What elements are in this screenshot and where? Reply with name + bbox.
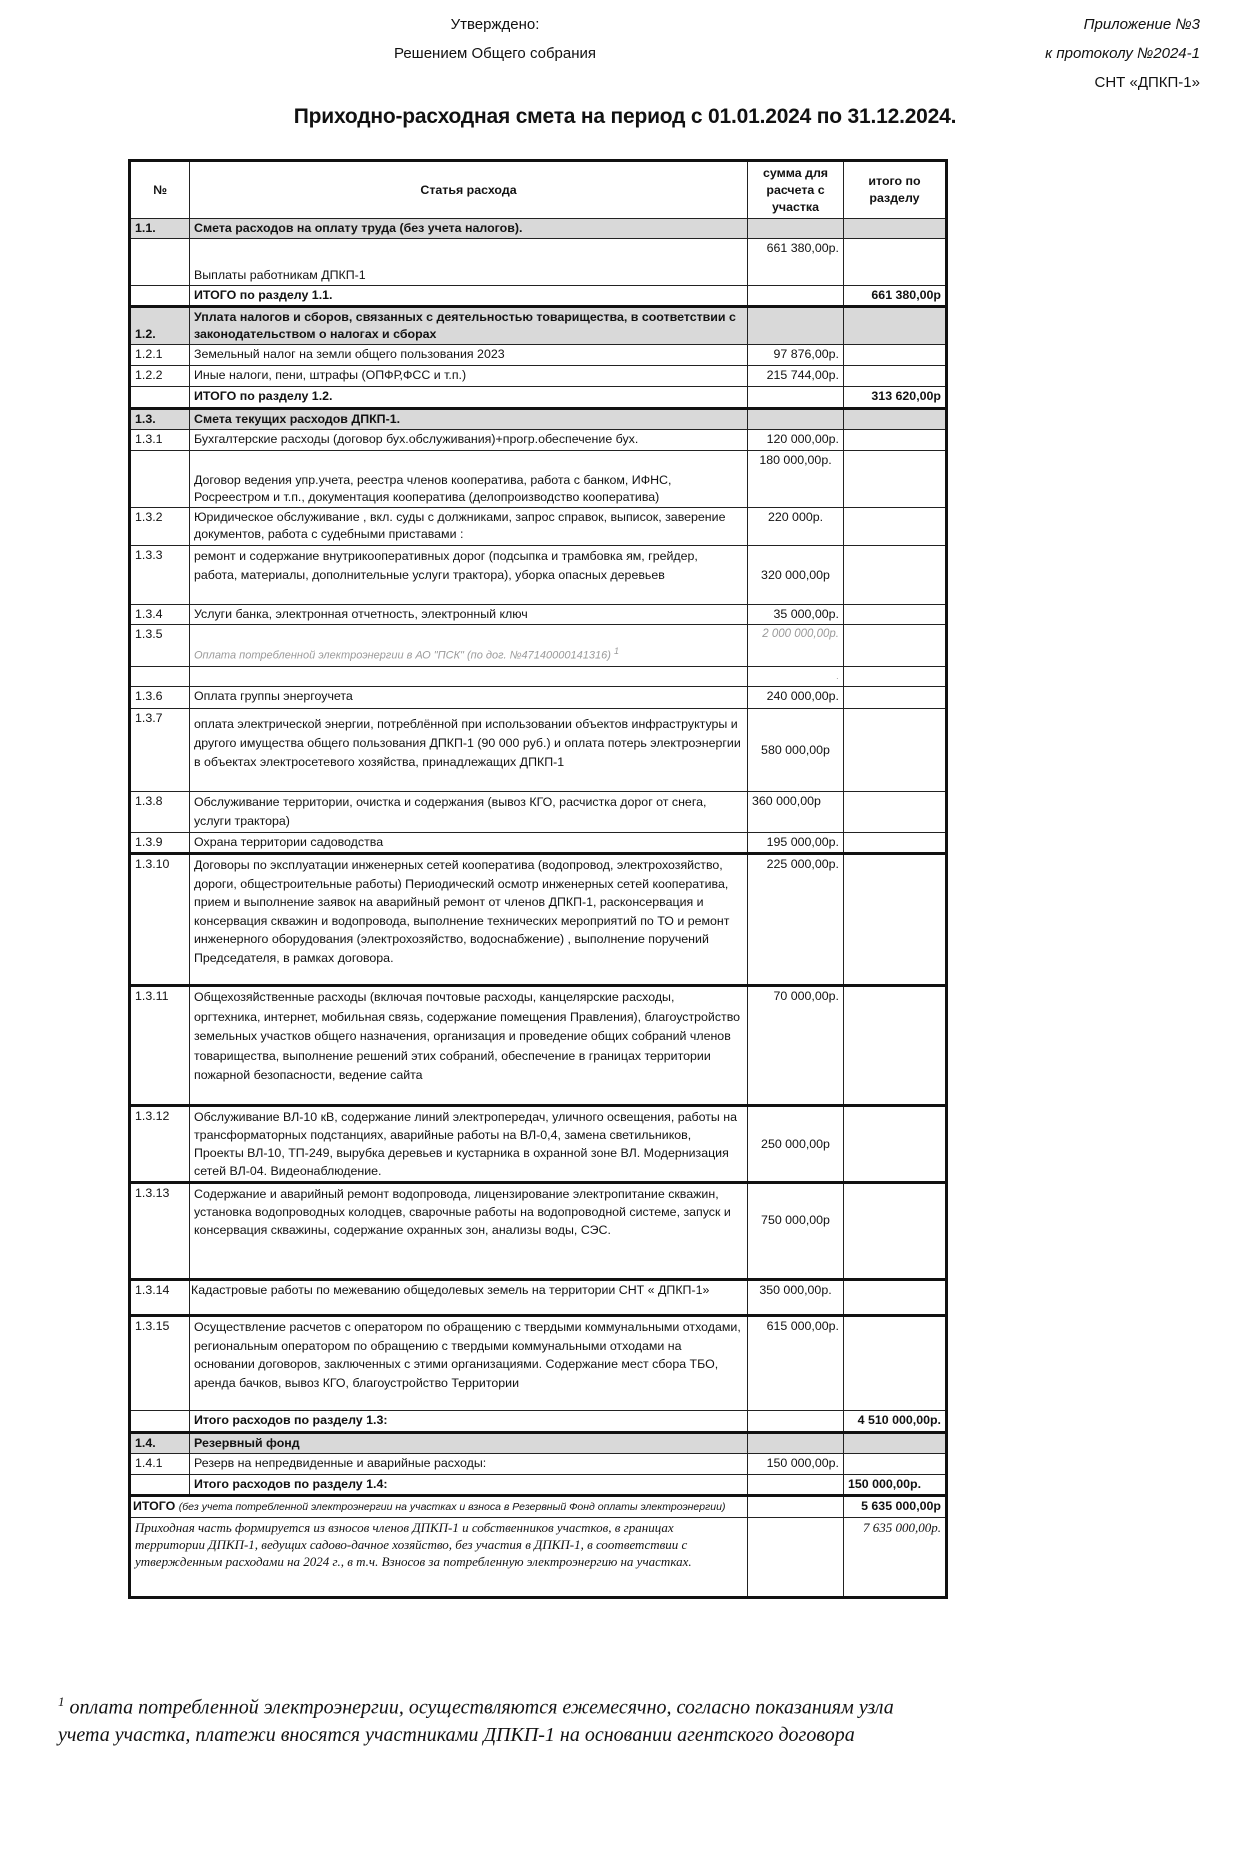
- row-sum: [748, 1411, 844, 1433]
- grand-total-note: (без учета потребленной электроэнергии на участках и взноса в Резервный Фонд оплаты электроэнергии): [178, 1501, 726, 1513]
- row-sum: 97 876,00р.: [748, 345, 844, 366]
- empty-cell: [844, 409, 947, 430]
- organization-name: СНТ «ДПКП-1»: [1094, 74, 1200, 91]
- row-sum: 220 000р.: [748, 508, 844, 546]
- row-item: Общехозяйственные расходы (включая почтовые расходы, канцелярские расходы, оргтехника, интернет, мобильная связь, содержание помещения Правления), благоустройство земельных участков общего назначения, организация и проведение общих собраний членов товарищества, выполнение решений этих собраний, обеспечение в границах территории пожарной безопасности, ведение сайта: [190, 986, 748, 1106]
- subtotal-value: 313 620,00р: [844, 387, 947, 409]
- row-number: 1.3.6: [130, 687, 190, 709]
- row-sum: 225 000,00р.: [748, 854, 844, 986]
- row-item: ремонт и содержание внутрикооперативных дорог (подсыпка и трамбовка ям, грейдер, работа, материалы, дополнительные услуги трактора), уборка опасных деревьев: [190, 546, 748, 605]
- section-title: Резервный фонд: [190, 1433, 748, 1454]
- row-item: Кадастровые работы по межеванию общедолевых земель на территории СНТ « ДПКП-1»: [190, 1280, 748, 1316]
- subtotal-label: ИТОГО по разделу 1.1.: [190, 286, 748, 307]
- table-row: [130, 1106, 947, 1183]
- row-number: 1.3.14: [130, 1280, 190, 1316]
- row-sum: [748, 387, 844, 409]
- table-row: [130, 854, 947, 986]
- row-number: [130, 239, 190, 286]
- row-total: [844, 366, 947, 387]
- row-number: 1.3.12: [130, 1106, 190, 1183]
- grand-total-label: ИТОГО: [133, 1499, 176, 1513]
- row-sum: 750 000,00р: [748, 1183, 844, 1280]
- row-sum: 350 000,00р.: [748, 1280, 844, 1316]
- row-total: [844, 687, 947, 709]
- table-row: [130, 709, 947, 792]
- row-number: 1.2.1: [130, 345, 190, 366]
- row-sum: 580 000,00р: [748, 709, 844, 792]
- row-item: Юридическое обслуживание , вкл. суды с должниками, запрос справок, выписок, заверение документов, работа с судебными приставами :: [190, 508, 748, 546]
- row-item: Договор ведения упр.учета, реестра членов кооператива, работа с банком, ИФНС, Росреестром и т.п., документация кооператива (делопроизводство кооператива): [190, 451, 748, 508]
- row-sum: 360 000,00р: [748, 792, 844, 833]
- empty-cell: [844, 219, 947, 239]
- row-sum: 180 000,00р.: [748, 451, 844, 508]
- section-number: 1.4.: [130, 1433, 190, 1454]
- row-sum: 70 000,00р.: [748, 986, 844, 1106]
- row-total: [844, 1280, 947, 1316]
- row-item: [190, 625, 748, 667]
- subtotal-value: 4 510 000,00р.: [844, 1411, 947, 1433]
- row-sum: 661 380,00р.: [748, 239, 844, 286]
- row-sum: 215 744,00р.: [748, 366, 844, 387]
- row-total: [844, 546, 947, 605]
- protocol-number: к протоколу №2024-1: [1045, 45, 1200, 62]
- table-row: [130, 687, 947, 709]
- row-sum: 120 000,00р.: [748, 430, 844, 451]
- grand-total-value: 5 635 000,00р: [844, 1496, 947, 1518]
- row-total: [844, 986, 947, 1106]
- row-sum: .: [748, 667, 844, 687]
- subtotal-label: Итого расходов по разделу 1.3:: [190, 1411, 748, 1433]
- table-header-row: [130, 161, 947, 219]
- income-description: Приходная часть формируется из взносов членов ДПКП-1 и собственников участков, в границах территории ДПКП-1, ведущих садово-дачное хозяйство, без участия в ДПКП-1, в соответствии с утвержденным расходами на 2024 г., в т.ч. Взносов за потребленную электроэнергию на участках.: [130, 1518, 748, 1598]
- table-row: [130, 508, 947, 546]
- row-number: 1.3.7: [130, 709, 190, 792]
- row-total: [844, 667, 947, 687]
- section-row: [130, 1433, 947, 1454]
- column-header-num: №: [130, 161, 190, 219]
- table-row: [130, 430, 947, 451]
- row-item: Обслуживание ВЛ-10 кВ, содержание линий электропередач, уличного освещения, работы на трансформаторных подстанциях, аварийные работы на ВЛ-0,4, замена светильников, Проекты ВЛ-10, ТП-249, вырубка деревьев и кустарника в охранной зоне ВЛ. Модернизация сетей ВЛ-04. Видеонаблюдение.: [190, 1106, 748, 1183]
- row-number: 1.3.15: [130, 1316, 190, 1411]
- table-row: [130, 451, 947, 508]
- row-item-text: Оплата потребленной электроэнергии в АО "ПСК" (по дог. №47140000141316): [194, 650, 611, 662]
- empty-cell: [748, 409, 844, 430]
- section-row: [130, 409, 947, 430]
- row-number: 1.3.9: [130, 833, 190, 854]
- row-number: 1.3.5: [130, 625, 190, 667]
- table-row: [130, 625, 947, 667]
- row-number: [130, 667, 190, 687]
- row-item: Земельный налог на земли общего пользования 2023: [190, 345, 748, 366]
- table-row: [130, 345, 947, 366]
- subtotal-row: [130, 387, 947, 409]
- table-row: [130, 366, 947, 387]
- row-total: [844, 1106, 947, 1183]
- row-number: 1.3.13: [130, 1183, 190, 1280]
- empty-cell: [844, 307, 947, 345]
- row-total: [844, 854, 947, 986]
- row-total: [844, 239, 947, 286]
- row-number: [130, 1411, 190, 1433]
- row-number: 1.3.10: [130, 854, 190, 986]
- table-row: [130, 833, 947, 854]
- document-title: Приходно-расходная смета на период с 01.01.2024 по 31.12.2024.: [293, 105, 957, 128]
- row-item: Резерв на непредвиденные и аварийные расходы:: [190, 1454, 748, 1475]
- subtotal-label: Итого расходов по разделу 1.4:: [190, 1475, 748, 1496]
- row-number: [130, 451, 190, 508]
- section-title: Смета расходов на оплату труда (без учета налогов).: [190, 219, 748, 239]
- row-sum: [748, 1518, 844, 1598]
- income-total: 7 635 000,00р.: [844, 1518, 947, 1598]
- row-sum: 320 000,00р: [748, 546, 844, 605]
- row-sum: 150 000,00р.: [748, 1454, 844, 1475]
- budget-table: [128, 159, 948, 1599]
- row-item: Бухгалтерские расходы (договор бух.обслуживания)+прогр.обеспечение бух.: [190, 430, 748, 451]
- row-number: 1.2.2: [130, 366, 190, 387]
- empty-cell: [748, 219, 844, 239]
- table-row: [130, 1183, 947, 1280]
- row-total: [844, 1183, 947, 1280]
- row-sum: 250 000,00р: [748, 1106, 844, 1183]
- subtotal-value: 150 000,00р.: [844, 1475, 947, 1496]
- row-item: Обслуживание территории, очистка и содержания (вывоз КГО, расчистка дорог от снега, услуги трактора): [190, 792, 748, 833]
- row-total: [844, 430, 947, 451]
- row-item: Содержание и аварийный ремонт водопровода, лицензирование электропитание скважин, установка водопроводных колодцев, сварочные работы на водопроводной системе, запуск и консервация скважины, содержание охранных зон, анализы воды, СЭС.: [190, 1183, 748, 1280]
- table-row: [130, 1454, 947, 1475]
- table-row: [130, 1316, 947, 1411]
- row-number: [130, 286, 190, 307]
- row-number: [130, 387, 190, 409]
- section-row: [130, 219, 947, 239]
- row-item: Услуги банка, электронная отчетность, электронный ключ: [190, 605, 748, 625]
- row-number: [130, 1475, 190, 1496]
- income-row: [130, 1518, 947, 1598]
- row-sum: 2 000 000,00р.: [748, 625, 844, 667]
- row-sum: 240 000,00р.: [748, 687, 844, 709]
- row-number: 1.3.1: [130, 430, 190, 451]
- table-row: [130, 1280, 947, 1316]
- section-title: Уплата налогов и сборов, связанных с деятельностью товарищества, в соответствии с законодательством о налогах и сборах: [190, 307, 748, 345]
- row-item: Осуществление расчетов с оператором по обращению с твердыми коммунальными отходами, региональным оператором по обращению с твердыми коммунальными отходами на основании договоров, заключенных с этими организациями. Содержание мест сбора ТБО, аренда бачков, вывоз КГО, благоустройство Территории: [190, 1316, 748, 1411]
- footnote: [58, 1688, 938, 1749]
- empty-cell: [748, 307, 844, 345]
- footnote-reference: 1: [613, 646, 619, 657]
- table-row: [130, 239, 947, 286]
- grand-total-row: [130, 1496, 947, 1518]
- table-row: [130, 792, 947, 833]
- row-number: 1.3.2: [130, 508, 190, 546]
- row-sum: 35 000,00р.: [748, 605, 844, 625]
- table-row: [130, 986, 947, 1106]
- row-number: 1.3.11: [130, 986, 190, 1106]
- row-item: Иные налоги, пени, штрафы (ОПФР,ФСС и т.п.): [190, 366, 748, 387]
- row-total: [844, 508, 947, 546]
- footnote-text: оплата потребленной электроэнергии, осуществляются ежемесячно, согласно показаниям узла учета участка, платежи вносятся участниками ДПКП-1 на основании агентского договора: [58, 1696, 894, 1746]
- row-total: [844, 833, 947, 854]
- annex-number: Приложение №3: [1083, 16, 1200, 33]
- subtotal-row: [130, 286, 947, 307]
- section-row: [130, 307, 947, 345]
- row-item: оплата электрической энергии, потреблённой при использовании объектов инфраструктуры и другого имущества общего пользования ДПКП-1 (90 000 руб.) и оплата потерь электроэнергии в объектах электросетевого хозяйства, принадлежащих ДПКП-1: [190, 709, 748, 792]
- row-number: 1.3.4: [130, 605, 190, 625]
- row-total: [844, 625, 947, 667]
- row-total: [844, 605, 947, 625]
- section-title: Смета текущих расходов ДПКП-1.: [190, 409, 748, 430]
- grand-total-label-cell: [130, 1496, 748, 1518]
- empty-cell: [748, 1433, 844, 1454]
- footnote-mark: 1: [58, 1694, 65, 1709]
- table-row: [130, 667, 947, 687]
- approved-label: Утверждено:: [450, 16, 540, 33]
- column-header-total: итого по разделу: [844, 161, 947, 219]
- table-row: [130, 605, 947, 625]
- row-item: Выплаты работникам ДПКП-1: [190, 239, 748, 286]
- row-number: 1.3.8: [130, 792, 190, 833]
- row-total: [844, 792, 947, 833]
- approved-by: Решением Общего собрания: [393, 45, 597, 62]
- section-number: 1.2.: [130, 307, 190, 345]
- column-header-sum: сумма для расчета с участка: [748, 161, 844, 219]
- row-sum: 195 000,00р.: [748, 833, 844, 854]
- row-sum: [748, 1475, 844, 1496]
- row-number: 1.4.1: [130, 1454, 190, 1475]
- subtotal-value: 661 380,00р: [844, 286, 947, 307]
- section-number: 1.3.: [130, 409, 190, 430]
- row-total: [844, 1454, 947, 1475]
- subtotal-row: [130, 1475, 947, 1496]
- empty-cell: [844, 1433, 947, 1454]
- section-number: 1.1.: [130, 219, 190, 239]
- row-item: Оплата группы энергоучета: [190, 687, 748, 709]
- row-item: [190, 667, 748, 687]
- row-total: [844, 709, 947, 792]
- row-sum: [748, 286, 844, 307]
- subtotal-label: ИТОГО по разделу 1.2.: [190, 387, 748, 409]
- row-total: [844, 451, 947, 508]
- row-sum: 615 000,00р.: [748, 1316, 844, 1411]
- column-header-item: Статья расхода: [190, 161, 748, 219]
- row-item: Охрана территории садоводства: [190, 833, 748, 854]
- table-row: [130, 546, 947, 605]
- row-sum: [748, 1496, 844, 1518]
- row-number: 1.3.3: [130, 546, 190, 605]
- subtotal-row: [130, 1411, 947, 1433]
- row-total: [844, 1316, 947, 1411]
- row-total: [844, 345, 947, 366]
- row-item: Договоры по эксплуатации инженерных сетей кооператива (водопровод, электрохозяйство, дороги, общестроительные работы) Периодический осмотр инженерных сетей кооператива, прием и выполнение заявок на аварийный ремонт от членов ДПКП-1, расконсервация и консервация скважин и водопровода, выполнение технических мероприятий по ТО и ремонт инженерного оборудования (электрохозяйство, водоснабжение) , выполнение поручений Председателя, в рамках договора.: [190, 854, 748, 986]
